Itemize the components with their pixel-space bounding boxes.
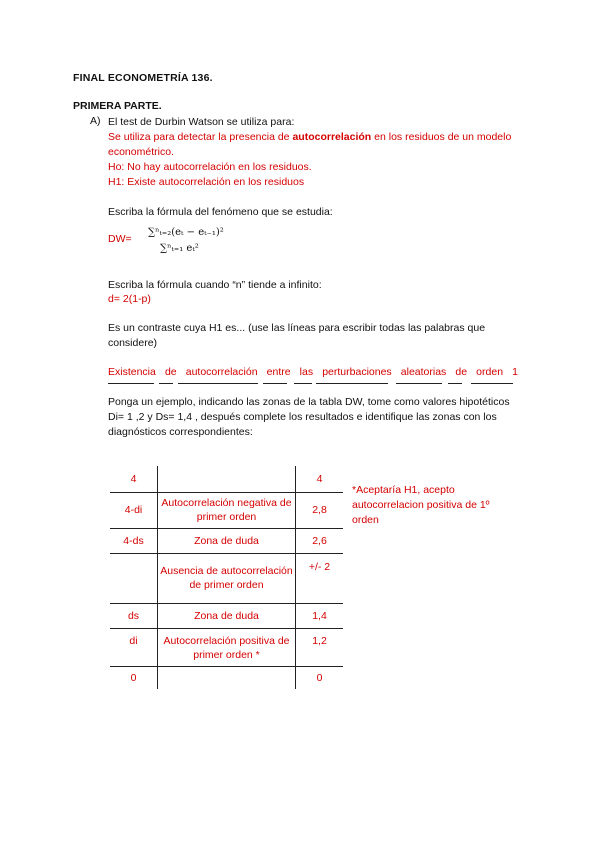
- zone-cell: [158, 466, 296, 492]
- zone-cell: Zona de duda: [158, 528, 296, 553]
- dw-numerator: ∑ⁿₜ₌₂(eₜ − eₜ₋₁)²: [148, 227, 224, 238]
- hypothesis-h0: Ho: No hay autocorrelación en los residuos.: [108, 161, 312, 173]
- answer-line: [471, 383, 513, 384]
- value-cell: 4: [296, 466, 344, 492]
- answer-line: [108, 383, 154, 384]
- bound-cell: 0: [130, 671, 137, 684]
- contrast-prompt: Es un contraste cuya H1 es... (use las líneas para escribir todas las palabras que considere): [108, 322, 486, 349]
- document-title: FINAL ECONOMETRÍA 136.: [73, 72, 213, 84]
- question-a-label: A): [90, 115, 101, 127]
- answer-a-post: en los residuos de un modelo econométrico.: [108, 131, 512, 158]
- answer-line: [396, 383, 442, 384]
- bound-cell: 4: [110, 466, 158, 492]
- answer-a-pre: Se utiliza para detectar la presencia de: [108, 131, 293, 143]
- bound-cell: di: [110, 628, 158, 666]
- bound-cell: 4-di: [110, 492, 158, 528]
- table-row: [110, 492, 343, 528]
- answer-line: [178, 383, 258, 384]
- answer-line: [263, 383, 287, 384]
- zone-cell: Ausencia de autocorrelación de primer orden: [158, 553, 296, 603]
- bound-cell: ds: [110, 603, 158, 628]
- table-note: *Aceptaría H1, acepto autocorrelacion positiva de 1º orden: [352, 484, 490, 526]
- answer-a: [108, 130, 528, 160]
- section-heading: PRIMERA PARTE.: [73, 100, 162, 112]
- bound-cell: [110, 553, 158, 603]
- value-cell: 1,4: [296, 603, 344, 628]
- table-row: [110, 553, 343, 603]
- zone-cell: [158, 666, 296, 689]
- answer-line: [159, 383, 173, 384]
- value-cell: +/- 2: [296, 553, 344, 603]
- dw-denominator: ∑ⁿₜ₌₁ eₜ²: [160, 243, 199, 254]
- table-row: [110, 466, 343, 492]
- zone-cell: Autocorrelación positiva de primer orden *: [158, 628, 296, 666]
- value-cell: 2,6: [296, 528, 344, 553]
- answer-lines: [108, 380, 513, 386]
- dw-label: DW=: [108, 233, 132, 245]
- table-row: [110, 628, 343, 666]
- answer-line: [448, 383, 462, 384]
- example-prompt: Ponga un ejemplo, indicando las zonas de la tabla DW, tome como valores hipotéticos Di= 1 ,2 y Ds= 1,4 , después complete los resultados e identifique las zonas con los diagnósticos correspondientes:: [108, 396, 510, 438]
- table-row: [110, 603, 343, 628]
- question-a-text: El test de Durbin Watson se utiliza para:: [108, 116, 295, 128]
- limit-formula: d= 2(1-p): [108, 293, 151, 305]
- table-row: [110, 528, 343, 553]
- contrast-answer: Existencia de autocorrelación entre las perturbaciones aleatorias de orden 1: [108, 366, 518, 378]
- zone-cell: Zona de duda: [158, 603, 296, 628]
- answer-line: [316, 383, 388, 384]
- formula-prompt: Escriba la fórmula del fenómeno que se estudia:: [108, 206, 333, 218]
- answer-a-keyword: autocorrelación: [292, 131, 372, 143]
- dw-zones-table: [110, 466, 343, 689]
- bound-cell: 4-ds: [110, 528, 158, 553]
- hypothesis-h1: H1: Existe autocorrelación en los residuos: [108, 176, 305, 188]
- zone-cell: Autocorrelación negativa de primer orden: [158, 492, 296, 528]
- answer-line: [294, 383, 312, 384]
- value-cell: 0: [316, 671, 323, 684]
- value-cell: 1,2: [296, 628, 344, 666]
- table-row: [110, 666, 343, 689]
- dw-fraction: [148, 227, 258, 261]
- limit-prompt: Escriba la fórmula cuando “n” tiende a infinito:: [108, 279, 322, 291]
- value-cell: 2,8: [296, 492, 344, 528]
